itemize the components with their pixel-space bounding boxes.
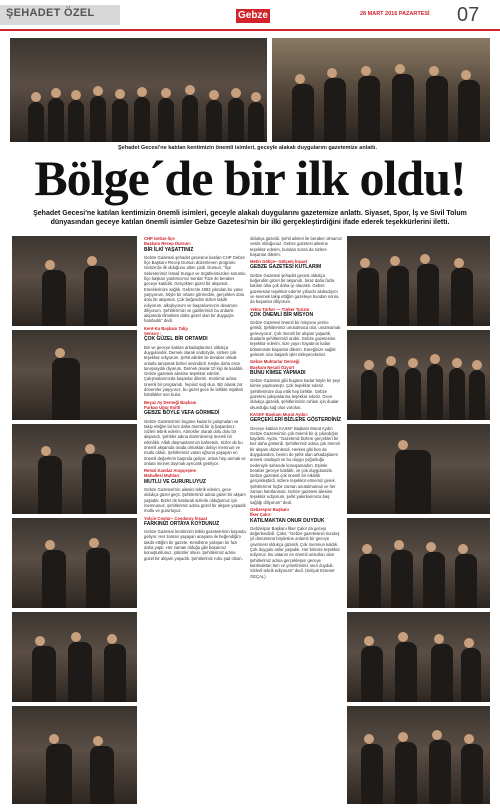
article-body: Gebze Gazetesi şehadet gecesi oldukça beğendim güzel bir akşamdı, biraz daha fazla katılım olsa çok daha iyi olacaktı. Gebze gazetesine teşekkür ederim yıllardır akıbadıyım ve sevmek takip ettiğim gazeteye bundan sonra da başarılar diliyorum.: [250, 272, 339, 305]
article-body: Gebze Gazetesi şehadet gecesine katılan CHP Gebze İlçe Başkanı Recep Dursun düzenlenen programı Gebze'de ilk olduğunu altını çizdi. Dursun; "İlçe Sekreterimiz İsmail Sungur ve örgütlerimizden sorumlu İlçe başkan yardımcımız Serdar Tüze ile beraber geceye katıldık. Gerçekten güzel bir akşamdı. Emeklerinize sağlık. Gebze'de 1982 yılından bu yana yaşıyorum, böyle bir ortamı görmedim, gerçekten dolu dolu bir akşamdı. Çok beğendim sizleri takdir ediyorum, alkışlıyorum ve başarılarınızın devamını diliyorum. Şehitlerimizi ve gazilerimizi bu anlamlı akşamda ölmekten daha güzel olan bir duyguyla hatırladık" dedi.: [144, 254, 246, 324]
article-title: BUNU KİMSE YAPMADI: [250, 369, 306, 376]
photo-audience-standing: [10, 38, 267, 142]
photo-col4-4: [347, 518, 490, 608]
article-body: Gebzespor Başkanı İlker Çakır da geceyi değerlendirdi. Çakır, "Gebze gazetesinin kuruluş yıl dönümünü böylesine anlamlı bir geceye çevirmesi oldukça güzeldi. Çok memnun kaldık. Çok duygulu anlar yaşadık. Her birinize teşekkür ediyoruz. Bu vatanın en önemli unsurları olan şehitlerimiz adına gerçekleşen geceye katılmaktan ben ve yönetimimiz onur duyduk. Sizlerli tebrik ediyorum" dedi. (Selçuk Ersener GEÇAL): [250, 525, 340, 579]
photo-col1-3: [12, 424, 137, 514]
photo-col1-2: [12, 330, 137, 420]
article-body: Gebze Gazetesi kentimizin köklü gazetelerinin başında geliyor. Her zaman yaşayan anayasa ile beğendiğim takdir ettiğim bir gazete. Kendisine yakışan bir fazi daha yaptı. Her zaman olduğu gibi başarınız konuşturdunuz, şükürler olsun. Şehitlerimiz adına güzel bir akşam yaşadık. Şehitlerimiz ruhu şad olsun.: [144, 529, 246, 561]
gebze-logo: Gebze: [237, 10, 268, 21]
article-title: GERÇEKLERİ BİZLERE GÖSTERDİNİZ: [250, 417, 342, 424]
article-title: FARKINIZI ORTAYA KOYDUNUZ: [144, 520, 220, 527]
article-body: Gebze Gazetesi'nin ailesini tebrik ederim, gece oldukça güzel geçti. Şehitlerimiz adına güzel bir akşam yaşadık. Bizler de katılarak sizlerle olduğumuz için memnunuz, şehitlerimiz adına güzel bir akşam yaşadık mutlu ve gururluyuz.: [144, 487, 246, 514]
article-body: Geceye katılan KASKF Başkanı Murat Aydın Gebze Gazetesi'nin çok önemli bir iş çıkardığını kaydetti. Aydın, "Gazeteniz bizlere gerçekleri bir kez daha gösterdi. Şehitlerimiz adına çok önemli bir akşam düzenlendi. Herkes gibi ben de duygulandım, benim de şehit olan arkadaşlarım annesi oradaydı ve bu duygu yoğunluğu nedeniyle sahnede konuşamadım. Eşimle beraber geceye katıldık, ve çok duygulandık. Gebze gazetesi çok önemli bir etkinlik gerçekleştirdi, sizlere teşekkür etmemiz gerek. Şehitlerimiz hiçbir zaman unutulmamalı ve her zaman hatırlanmalı. Gebze gazetesi ailesine teşekkür ediyorum, şehit yakınlarımıza baş sağlığı diliyorum" dedi.: [250, 425, 340, 505]
article-body: Gebze Gazetesi gibi bugüne kadar böyle bir şeyi kimse yapmamıştı. Çok teşekkür ederiz. Şehitlerimize dua ettik hep birlikte. Gebze gazetesi çalışanlarına teşekkür ederiz. Gece oldukça güzeldi, şehitlerimizin ruhları için dualar okunduğu sağ olun varolun.: [250, 378, 341, 410]
photo-col4-1: [347, 236, 490, 326]
article-title: GEBZE BÖYLE VEFA GÖRMEDİ: [144, 410, 220, 417]
article-title: MUTLU VE GURURLUYUZ: [144, 478, 206, 485]
article-body: Gebze Gazetesi önemli bir misyonu yerine getirdi. Şehitlerimiz unutulmaca olur, unutmamak gereviyoruz. Çok önemli bir akşam yaşadık, dualarla şehitlerimizi andık. Gebze gazetesine teşekkür ederim, size yayın hayatının kalan bölümünde başarılar dilerim. Emeğinize sağlık gelecek nice başarılı işler ekleyeceksiniz.: [250, 320, 341, 357]
page-header: [0, 0, 500, 32]
article-body-continued: oldukça güzeldi. Şehit aileleri ile beraber olmamız vesile olduğunuz. Gebze gazetesi ailesine teşekkür ederim, bundan sonra da sizlere başarılar dilerim.: [250, 236, 342, 257]
article-title: GEBZE GAZETESİ KUTLARIM: [250, 264, 322, 271]
page-number: 07: [457, 4, 480, 26]
photo-col1-4: [12, 518, 137, 608]
headline: Bölge´de bir ilk oldu!: [34, 150, 466, 206]
article-title: ÇOK GÜZEL BİR ORTAMDI: [144, 336, 208, 343]
photo-col4-3: [347, 424, 490, 514]
photo-col4-6: [347, 706, 490, 804]
photo-guests-group: [272, 38, 490, 142]
article-title: KATILMAKTAN ONUR DUYDUK: [250, 517, 325, 524]
photo-col4-2: [347, 330, 490, 420]
photo-col1-6: [12, 706, 137, 804]
photo-col1-1: [12, 236, 137, 326]
column-c: oldukça güzeldi. Şehit aileleri ile beraber olmamız vesile olduğunuz. Gebze gazetesi ailesine teşekkür ederim, bundan sonra da sizlere başarılar dilerim. Metin Gökçe– Gölçem İnşaat GEBZE GAZETESİ KUTLARIM Gebze Gazetesi şehadet gecesi oldukça beğendim güzel bir akşamdı, biraz daha fazla katılım olsa çok daha iyi olacaktı. Gebze gazetesine teşekkür ederim yıllardır akıbadıyım ve sevmek takip ettiğim gazeteye bundan sonra da başarılar diliyorum. Yekta Türker — Türker Turizm ÇOK ÖNEMLİ BİR MİSYON Gebze Gazetesi önemli bir misyonu yerine getirdi. Şehitlerimiz unutulmaca olur, unutmamak gereviyoruz. Çok önemli bir akşam yaşadık, dualarla şehitlerimizi andık. Gebze gazetesine teşekkür ederim, size yayın hayatının kalan bölümünde başarılar dilerim. Emeğinize sağlık gelecek nice başarılı işler ekleyeceksiniz. Gebze Muhtarlar Derneği Başkanı Necati Özyurt BUNU KİMSE YAPMADI Gebze Gazetesi gibi bugüne kadar böyle bir şeyi kimse yapmamıştı. Çok teşekkür ederiz. Şehitlerimize dua ettik hep birlikte. Gebze gazetesi çalışanlarına teşekkür ederiz. Gece oldukça güzeldi, şehitlerimizin ruhları için dualar okunduğu sağ olun varolun. KASKF Başkanı Murat Aydın: GERÇEKLERİ BİZLERE GÖSTERDİNİZ Geceye katılan KASKF Başkanı Murat Aydın Gebze Gazetesi'nin çok önemli bir iş çıkardığını kaydetti. Aydın, "Gazeteniz bizlere gerçekleri bir kez daha gösterdi. Şehitlerimiz adına çok önemli bir akşam düzenlendi. Herkes gibi ben de duygulandım, benim de şehit olan arkadaşlarım annesi oradaydı ve bu duygu yoğunluğu nedeniyle sahnede konuşamadım. Eşimle beraber geceye katıldık, ve çok duygulandık. Gebze gazetesi çok önemli bir etkinlik gerçekleştirdi, sizlere teşekkür etmemiz gerek. Şehitlerimiz hiçbir zaman unutulmamalı ve her zaman hatırlanmalı. Gebze gazetesi ailesine teşekkür ediyorum, şehit yakınlarımıza baş sağlığı diliyorum" dedi. Gebzespor Başkanı İlker Çakır: KATILMAKTAN ONUR DUYDUK Gebzespor Başkanı İlker Çakır da geceyi değerlendirdi. Çakır, "Gebze gazetesinin kuruluş yıl dönümünü böylesine anlamlı bir geceye çevirmesi oldukça güzeldi. Çok memnun kaldık. Çok duygulu anlar yaşadık. Her birinize teşekkür ediyoruz. Bu vatanın en önemli unsurları olan şehitlerimiz adına gerçekleşen geceye katılmaktan ben ve yönetimimiz onur duyduk. Sizlerli tebrik ediyorum" dedi. (Selçuk Ersener GEÇAL): [250, 236, 342, 579]
article-title: BİR İLKİ YAŞATTINIZ: [144, 246, 194, 253]
article-body: Gebze Gazetesi'nin bugüne kadar ki çalışmaları ve takip ettiğim bir kez daha önemli bir iş başardınız. Sizleri tebrik ederim. Atmosfer olarak dolu dolu bir akşamdı. Şehitler adına düzenlenmiş önemli bir etkinlikti. Allah düşmanlarımızı kahretsin. Sizler de bu önemli akşamda orada olmaktan dolayı memnun ve mutlu olduk. Şehitlerimiz vatan uğruna yaşayan en önemli değerlerin başında geliyor, onları hep anmak ve onlara minnet duymak ayrıcalık getiriyor.: [144, 418, 246, 466]
lead-paragraph: Şehadet Gecesi'ne katılan kentimizin önemli isimleri, geceyle alakalı duygularını gazetemize anlattı. Siyaset, Spor, İş ve Sivil Tolum dünyasından geceye katılan önemli isimler Gebze Gazetesi'nin bir ilki gerçekleştirdiğini ifade ederek teşekkürlerini iletti.: [33, 210, 467, 226]
section-title: ŞEHADET ÖZEL: [6, 7, 95, 19]
article-title: ÇOK ÖNEMLİ BİR MİSYON: [250, 311, 314, 318]
column-b: CHP Gebze İlçe Başkanı Recep Dursun: BİR İLKİ YAŞATTINIZ Gebze Gazetesi şehadet gecesine katılan CHP Gebze İlçe Başkanı Recep Dursun düzenlenen programı Gebze'de ilk olduğunu altını çizdi. Dursun; "İlçe Sekreterimiz İsmail Sungur ve örgütlerimizden sorumlu İlçe başkan yardımcımız Serdar Tüze ile beraber geceye katıldık. Gerçekten güzel bir akşamdı. Emeklerinize sağlık. Gebze'de 1982 yılından bu yana yaşıyorum, böyle bir ortamı görmedim, gerçekten dolu dolu bir akşamdı. Çok beğendim sizleri takdir ediyorum, alkışlıyorum ve başarılarınızın devamını diliyorum. Şehitlerimizi ve gazilerimizi bu anlamlı akşamda ölmekten daha güzel olan bir duyguyla hatırladık" dedi. Kent-Ka Başkanı Talip Şensoy : ÇOK GÜZEL BİR ORTAMDI Biri ve geceye katılan arkadaşlarımız oldukça duygulandık. Dernek olarak ondüzyde, sizlere çok teşekkür ediyorum. Şehit aileleri ile beraber olmak onlarla tanışmak bizleri sevindirdi. Keşke daha önce tanışsaydık diyorum. Dernek olarak 10 kişi ile katıldık. Gebze gazetesi ailesine teşekkür ederim. Çalışmalarınızda başarılar dilerim. Kentimiz adına önemli bir programdı, hepiniz sağ olun. Biz olarak zor dönemler yaşıyoruz, bu güzel gece ile birlikte inşallah kötülükler son bulur. Beyaz Ay Derneği Başkanı Furkan Uğur Eşitti GEBZE BÖYLE VEFA GÖRMEDİ Gebze Gazetesi'nin bugüne kadar ki çalışmaları ve takip ettiğim bir kez daha önemli bir iş başardınız. Sizleri tebrik ederim. Atmosfer olarak dolu dolu bir akşamdı. Şehitler adına düzenlenmiş önemli bir etkinlikti. Allah düşmanlarımızı kahretsin. Sizler de bu önemli akşamda orada olmaktan dolayı memnun ve mutlu olduk. Şehitlerimiz vatan uğruna yaşayan en önemli değerlerin başında geliyor, onları hep anmak ve onlara minnet duymak ayrıcalık getiriyor. Remzi Kandaz Arapçeşme Mahallesi Muhtarı: MUTLU VE GURURLUYUZ Gebze Gazetesi'nin ailesini tebrik ederim, gece oldukça güzel geçti. Şehitlerimiz adına güzel bir akşam yaşadık. Bizler de katılarak sizlerle olduğumuz için memnunuz, şehitlerimiz adına güzel bir akşam yaşadık mutlu ve gururluyuz. Yolçin Coştur– Coşduray İnşaat FARKINIZI ORTAYA KOYDUNUZ Gebze Gazetesi kentimizin köklü gazetelerinin başında geliyor. Her zaman yaşayan anayasa ile beğendiğim takdir ettiğim bir gazete. Kendisine yakışan bir fazi daha yaptı. Her zaman olduğu gibi başarınız konuşturdunuz, şükürler olsun. Şehitlerimiz adına güzel bir akşam yaşadık. Şehitlerimiz ruhu şad olsun.: [144, 236, 246, 561]
issue-date: 28 MART 2016 PAZARTESİ: [360, 11, 430, 17]
photo-col1-5: [12, 612, 137, 702]
article-org: CHP Gebze İlçe: [144, 236, 175, 241]
article-body: Biri ve geceye katılan arkadaşlarımız oldukça duygulandık. Dernek olarak ondüzyde, sizlere çok teşekkür ediyorum. Şehit aileleri ile beraber olmak onlarla tanışmak bizleri sevindirdi. Keşke daha önce tanışsaydık diyorum. Dernek olarak 10 kişi ile katıldık. Gebze gazetesi ailesine teşekkür ederim. Çalışmalarınızda başarılar dilerim. Kentimiz adına önemli bir programdı, hepiniz sağ olun. Biz olarak zor dönemler yaşıyoruz, bu güzel gece ile birlikte inşallah kötülükler son bulur.: [144, 344, 244, 398]
photo-caption: Şehadet Gecesi'ne katılan kentimizin önemli isimleri, geceyle alakalı duygularını gazetemize anlattı.: [118, 145, 377, 151]
photo-col4-5: [347, 612, 490, 702]
header-divider: [0, 29, 500, 31]
